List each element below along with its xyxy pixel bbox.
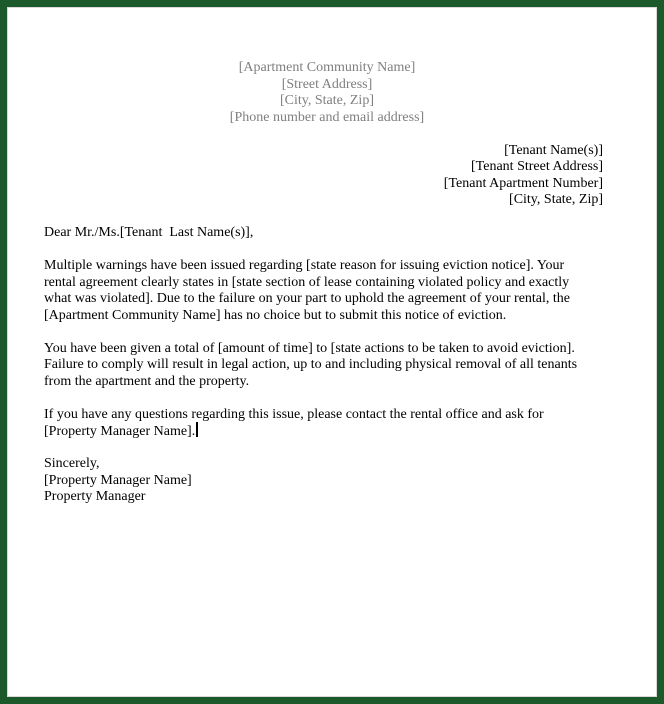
tenant-apartment-number: [Tenant Apartment Number] xyxy=(443,176,603,191)
paragraph-line-text: [Property Manager Name]. xyxy=(44,424,196,439)
paragraph-line: Multiple warnings have been issued regarding [state reason for issuing eviction notice]. Your xyxy=(44,258,565,273)
paragraph-line: If you have any questions regarding this issue, please contact the rental office and ask for xyxy=(44,407,544,422)
paragraph-line: what was violated]. Due to the failure on your part to uphold the agreement of your rental, the xyxy=(44,291,570,306)
tenant-city-state-zip: [City, State, Zip] xyxy=(509,192,603,207)
paragraph-line: [Apartment Community Name] has no choice but to submit this notice of eviction. xyxy=(44,308,507,323)
paragraph-line: Failure to comply will result in legal action, up to and including physical removal of all tenants xyxy=(44,357,578,372)
sign-off: Sincerely, xyxy=(44,456,100,471)
paragraph-line: rental agreement clearly states in [state section of lease containing violated policy and exactly xyxy=(44,275,570,290)
tenant-street-address: [Tenant Street Address] xyxy=(471,159,603,174)
community-name: [Apartment Community Name] xyxy=(238,60,416,75)
salutation: Dear Mr./Ms.[Tenant Last Name(s)], xyxy=(44,225,254,240)
paragraph-line: You have been given a total of [amount of time] to [state actions to be taken to avoid eviction]. xyxy=(44,341,575,356)
manager-title: Property Manager xyxy=(44,489,146,504)
city-state-zip: [City, State, Zip] xyxy=(280,93,374,108)
street-address: [Street Address] xyxy=(281,77,373,92)
text-cursor xyxy=(196,422,198,437)
manager-name: [Property Manager Name] xyxy=(44,473,192,488)
contact-info: [Phone number and email address] xyxy=(229,110,425,125)
paragraph-line-with-cursor[interactable] xyxy=(44,422,198,440)
tenant-names: [Tenant Name(s)] xyxy=(504,143,603,158)
paragraph-line: from the apartment and the property. xyxy=(44,374,250,389)
